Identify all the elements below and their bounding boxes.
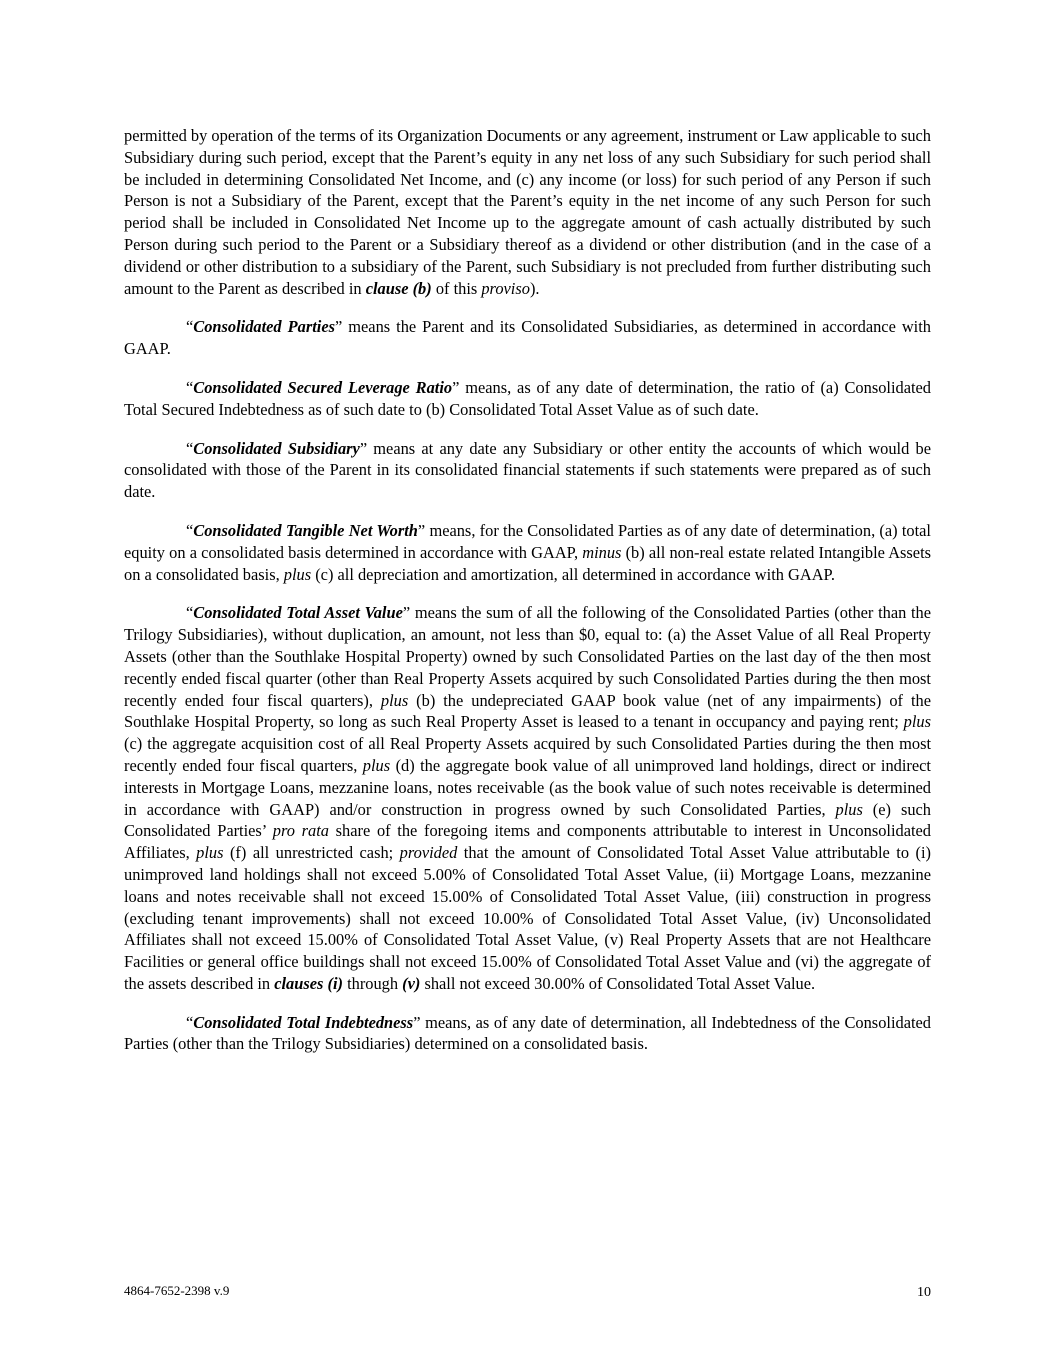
definition-consolidated-total-asset-value: “Consolidated Total Asset Value” means the sum of all the following of the Consolidated Parties (other than the Trilogy Subsidiaries), without duplication, an amount, not less than $0, equal to: (a) the Asset Value of all Real Property Assets (other than the Southlake Hospital Property) owned by such Consolidated Parties on the last day of the then most recently ended fiscal quarter (other than Real Property Assets acquired by such Consolidated Parties during the then most recently ended four fiscal quarters), plus (b) the undepreciated GAAP book value (net of any impairments) of the Southlake Hospital Property, so long as such Real Property Asset is leased to a tenant in occupancy and paying rent; plus (c) the aggregate acquisition cost of all Real Property Assets acquired by such Consolidated Parties during the then most recently ended four fiscal quarters, plus (d) the aggregate book value of all unimproved land holdings, direct or indirect interests in Mortgage Loans, mezzanine loans, notes receivable (as the book value of such notes receivable is determined in accordance with GAAP) and/or construction in progress owned by such Consolidated Parties, plus (e) such Consolidated Parties’ pro rata share of the foregoing items and components attributable to interest in Unconsolidated Affiliates, plus (f) all unrestricted cash; provided that the amount of Consolidated Total Asset Value attributable to (i) unimproved land holdings shall not exceed 5.00% of Consolidated Total Asset Value, (ii) Mortgage Loans, mezzanine loans and notes receivable shall not exceed 15.00% of Consolidated Total Asset Value, (iii) construction in progress (excluding tenant improvements) shall not exceed 10.00% of Consolidated Total Asset Value, (iv) Unconsolidated Affiliates shall not exceed 15.00% of Consolidated Total Asset Value, (v) Real Property Assets that are not Healthcare Facilities or general office buildings shall not exceed 15.00% of Consolidated Total Asset Value and (vi) the aggregate of the assets described in clauses (i) through (v) shall not exceed 30.00% of Consolidated Total Asset Value. [124, 603, 932, 993]
defined-term: Consolidated Subsidiary [193, 438, 360, 458]
italic-term: provided [399, 843, 458, 863]
paragraph-continuation: permitted by operation of the terms of its Organization Documents or any agreement, instrument or Law applicable to such Subsidiary during such period, except that the Parent’s equity in any net loss of any such Subsidiary for such period shall be included in determining Consolidated Net Income, and (c) any income (or loss) for such period of any Person if such Person is not a Subsidiary of the Parent, except that the Parent’s equity in the net income of any such Person for such period shall be included in Consolidated Net Income up to the aggregate amount of cash actually distributed by such Person during such period to the Parent or a Subsidiary thereof as a dividend or other distribution (and in the case of a dividend or other distribution to a subsidiary of the Parent, such Subsidiary is not precluded from further distributing such amount to the Parent as described in clause (b) of this proviso). [124, 126, 931, 298]
italic-term: proviso [481, 278, 530, 298]
defined-term: Consolidated Parties [193, 317, 335, 337]
defined-term: Consolidated Total Asset Value [193, 603, 403, 623]
italic-term: pro rata [272, 821, 329, 841]
document-body [124, 125, 931, 1072]
defined-term: Consolidated Secured Leverage Ratio [193, 377, 453, 397]
clause-reference: clauses (i) [274, 973, 343, 993]
defined-term: Consolidated Tangible Net Worth [193, 520, 418, 540]
page-number: 10 [917, 1285, 931, 1300]
italic-term: plus [283, 564, 312, 584]
clause-reference: (v) [402, 973, 421, 993]
italic-term: plus [835, 799, 863, 819]
document-id: 4864-7652-2398 v.9 [124, 1283, 230, 1298]
italic-term: plus [380, 690, 409, 710]
italic-term: plus [196, 843, 224, 863]
definition-consolidated-tangible-net-worth: “Consolidated Tangible Net Worth” means, for the Consolidated Parties as of any date of determination, (a) total equity on a consolidated basis determined in accordance with GAAP, minus (b) all non-real estate related Intangible Assets on a consolidated basis, plus (c) all depreciation and amortization, all determined in accordance with GAAP. [124, 520, 932, 584]
italic-term: plus [903, 712, 931, 732]
definition-consolidated-subsidiary: “Consolidated Subsidiary” means at any date any Subsidiary or other entity the accounts of which would be consolidated with those of the Parent in its consolidated financial statements if such statements were prepared as of such date. [124, 438, 931, 502]
italic-term: minus [582, 542, 622, 562]
italic-term: plus [362, 755, 391, 775]
definition-consolidated-total-indebtedness: “Consolidated Total Indebtedness” means, as of any date of determination, all Indebtedness of the Consolidated Parties (other than the Trilogy Subsidiaries) determined on a consolidated basis. [124, 1012, 931, 1054]
defined-term: Consolidated Total Indebtedness [193, 1012, 414, 1032]
definition-consolidated-parties: “Consolidated Parties” means the Parent and its Consolidated Subsidiaries, as determined in accordance with GAAP. [124, 317, 931, 359]
clause-reference: clause (b) [365, 278, 432, 298]
definition-consolidated-secured-leverage-ratio: “Consolidated Secured Leverage Ratio” means, as of any date of determination, the ratio of (a) Consolidated Total Secured Indebtedness as of such date to (b) Consolidated Total Asset Value as of such date. [124, 377, 931, 419]
